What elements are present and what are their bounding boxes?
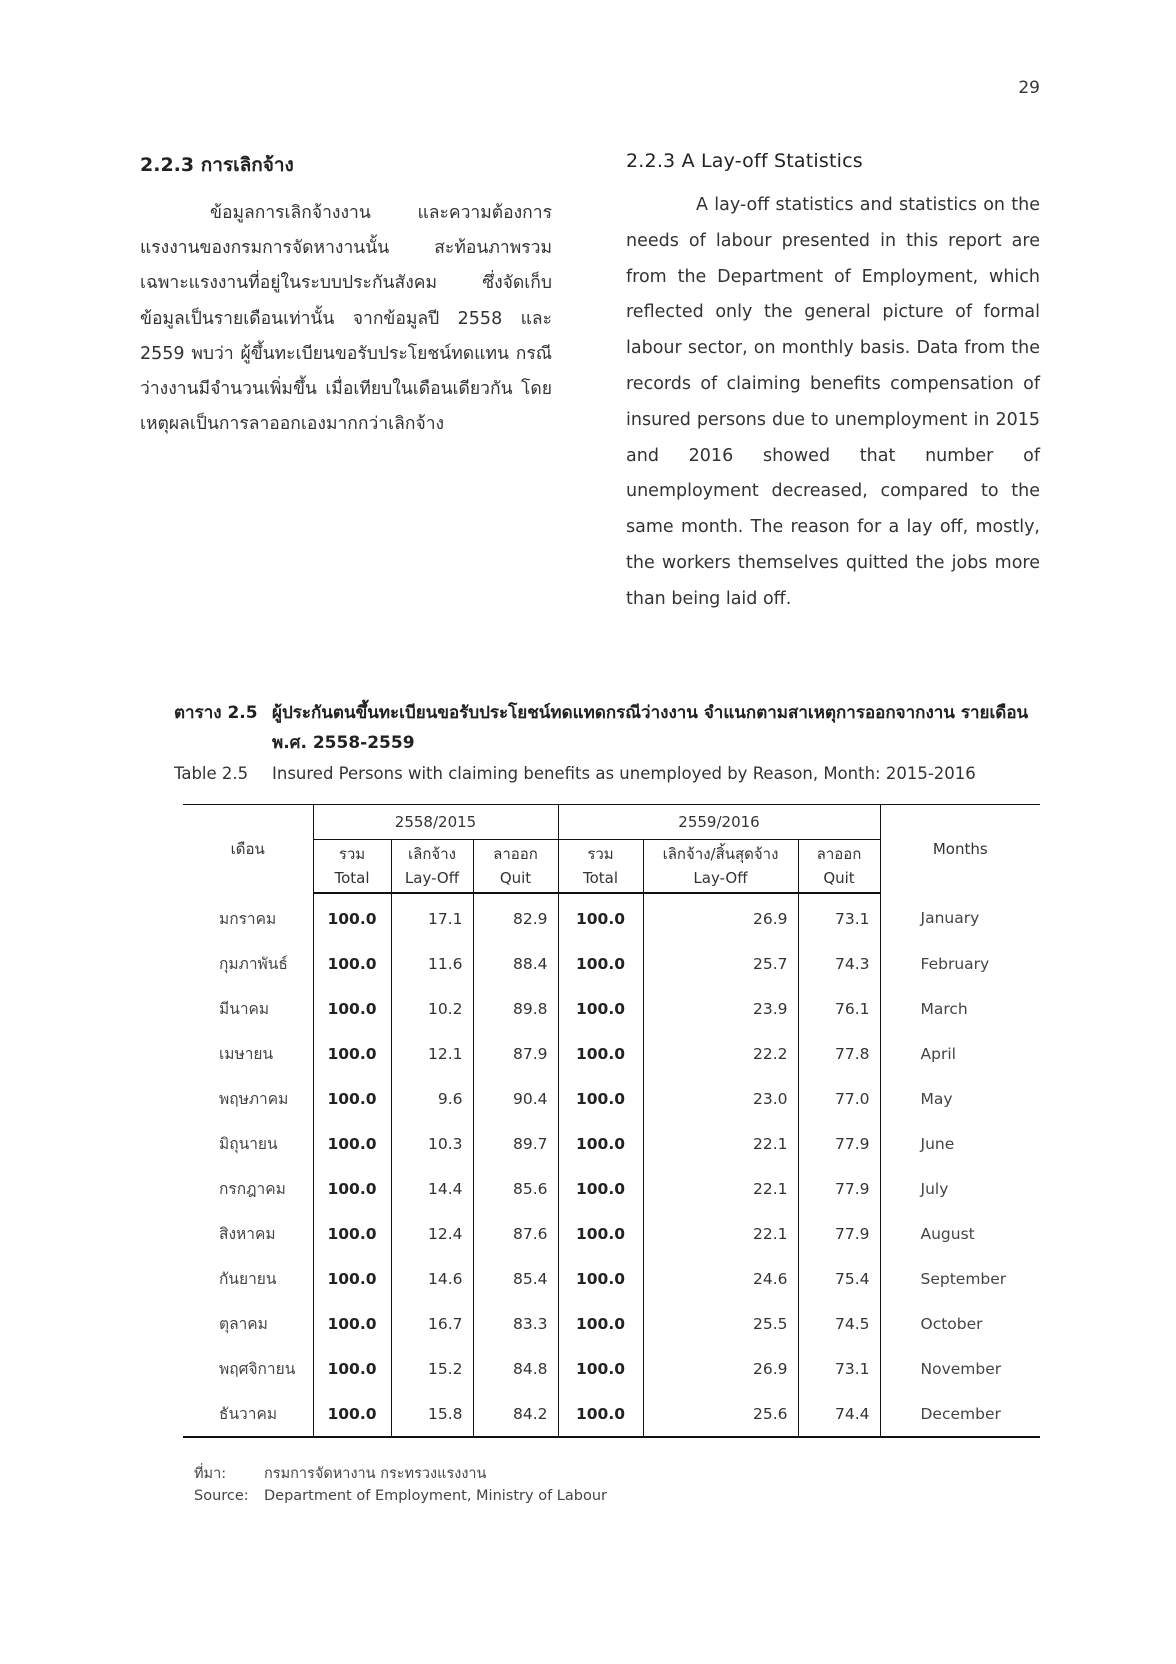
total-2016: 100.0: [558, 941, 643, 986]
layoff-2015: 15.8: [391, 1391, 473, 1437]
source-thai: [194, 1462, 486, 1485]
total-2015: 100.0: [313, 1346, 391, 1391]
header-layoff-2015-th: เลิกจ้าง: [408, 845, 456, 863]
table-row: [183, 1256, 1040, 1301]
layoff-table: [183, 804, 1040, 1438]
table-caption-thai-text: ผู้ประกันตนขึ้นทะเบียนขอรับประโยชน์ทดแทดกรณีว่างงาน จำแนกตามสาเหตุการออกจากงาน รายเดือน พ.ศ. 2558-2559: [272, 703, 1029, 753]
layoff-2016: 22.1: [643, 1121, 798, 1166]
month-thai: กันยายน: [219, 1270, 277, 1288]
total-2015: 100.0: [313, 1121, 391, 1166]
table-caption-thai: [174, 698, 1054, 758]
layoff-2015: 10.2: [391, 986, 473, 1031]
header-quit-2016-en: Quit: [823, 869, 855, 887]
layoff-2016: 22.1: [643, 1166, 798, 1211]
total-2015: 100.0: [313, 1031, 391, 1076]
month-thai: ธันวาคม: [183, 1391, 313, 1437]
table-caption-english: [174, 764, 1054, 783]
month-thai: พฤศจิกายน: [219, 1360, 296, 1378]
month-thai: สิงหาคม: [219, 1225, 276, 1243]
header-total-2016-en: Total: [582, 869, 619, 887]
header-total-2015-th: รวม: [338, 845, 366, 863]
quit-2016: 75.4: [798, 1256, 880, 1301]
quit-2016: 74.5: [798, 1301, 880, 1346]
total-2015: 100.0: [313, 986, 391, 1031]
table-row: [183, 1301, 1040, 1346]
quit-2015: 85.4: [473, 1256, 558, 1301]
total-2016: 100.0: [558, 1166, 643, 1211]
month-english: November: [880, 1346, 1040, 1391]
thai-section-heading: 2.2.3 การเลิกจ้าง: [140, 154, 294, 176]
quit-2016: 76.1: [798, 986, 880, 1031]
english-section: [626, 150, 1040, 618]
total-2015: 100.0: [313, 1301, 391, 1346]
table-caption-english-label: Table 2.5: [174, 764, 249, 783]
total-2015: 100.0: [313, 941, 391, 986]
month-english: April: [880, 1031, 1040, 1076]
total-2015: 100.0: [313, 893, 391, 941]
quit-2016: 77.9: [798, 1211, 880, 1256]
month-thai: เมษายน: [219, 1045, 274, 1063]
layoff-2015: 12.4: [391, 1211, 473, 1256]
source-english: [194, 1488, 607, 1504]
header-total-2016-th: รวม: [587, 845, 614, 863]
quit-2016: 77.9: [798, 1121, 880, 1166]
quit-2016: 77.9: [798, 1166, 880, 1211]
total-2016: 100.0: [558, 893, 643, 941]
header-quit-2015-th: ลาออก: [493, 845, 538, 863]
total-2016: 100.0: [558, 1256, 643, 1301]
header-month-thai: เดือน: [183, 805, 313, 894]
layoff-2015: 10.3: [391, 1121, 473, 1166]
layoff-2016: 23.0: [643, 1076, 798, 1121]
month-english: March: [880, 986, 1040, 1031]
table-row: [183, 941, 1040, 986]
layoff-2016: 26.9: [643, 1346, 798, 1391]
table-row: [183, 893, 1040, 941]
quit-2015: 88.4: [473, 941, 558, 986]
quit-2015: 83.3: [473, 1301, 558, 1346]
layoff-2016: 26.9: [643, 893, 798, 941]
layoff-2016: 25.5: [643, 1301, 798, 1346]
quit-2016: 74.4: [798, 1391, 880, 1437]
page-number: 29: [1018, 78, 1040, 98]
layoff-2016: 22.2: [643, 1031, 798, 1076]
quit-2016: 73.1: [798, 1346, 880, 1391]
thai-paragraph: ข้อมูลการเลิกจ้างงาน และความต้องการแรงงานของกรมการจัดหางานนั้น สะท้อนภาพรวมเฉพาะแรงงานที่อยู่ในระบบประกันสังคม ซึ่งจัดเก็บข้อมูลเป็นรายเดือนเท่านั้น จากข้อมูลปี 2558 และ 2559 พบว่า ผู้ขึ้นทะเบียนขอรับประโยชน์ทดแทน กรณีว่างงานมีจำนวนเพิ่มขึ้น เมื่อเทียบในเดือนเดียวกัน โดยเหตุผลเป็นการลาออกเองมากกว่าเลิกจ้าง: [140, 203, 552, 435]
table-row: [183, 1076, 1040, 1121]
table-caption-english-text: Insured Persons with claiming benefits as unemployed by Reason, Month: 2015-2016: [272, 764, 976, 783]
month-english: September: [880, 1256, 1040, 1301]
total-2015: 100.0: [313, 1211, 391, 1256]
layoff-2016: 22.1: [643, 1211, 798, 1256]
header-quit-2015-en: Quit: [499, 869, 532, 887]
source-english-label: Source:: [194, 1488, 249, 1504]
month-english: October: [880, 1301, 1040, 1346]
month-english: December: [880, 1391, 1040, 1437]
table-row: [183, 1211, 1040, 1256]
month-thai: กุมภาพันธ์: [219, 955, 288, 973]
month-english: August: [880, 1211, 1040, 1256]
header-layoff-2016: [643, 840, 798, 894]
quit-2015: 89.8: [473, 986, 558, 1031]
month-thai: กรกฎาคม: [219, 1180, 286, 1198]
header-group-2015: 2558/2015: [313, 805, 558, 840]
layoff-2016: 23.9: [643, 986, 798, 1031]
english-section-heading: 2.2.3 A Lay-off Statistics: [626, 150, 863, 172]
table-row: [183, 1031, 1040, 1076]
quit-2016: 73.1: [798, 893, 880, 941]
source-thai-text: กรมการจัดหางาน กระทรวงแรงงาน: [264, 1466, 487, 1482]
month-english: May: [880, 1076, 1040, 1121]
quit-2015: 89.7: [473, 1121, 558, 1166]
table-row: [183, 986, 1040, 1031]
quit-2015: 87.9: [473, 1031, 558, 1076]
layoff-2015: 14.4: [391, 1166, 473, 1211]
quit-2015: 85.6: [473, 1166, 558, 1211]
quit-2015: 84.8: [473, 1346, 558, 1391]
month-english: June: [880, 1121, 1040, 1166]
table-caption-thai-label: ตาราง 2.5: [174, 703, 258, 723]
layoff-2015: 16.7: [391, 1301, 473, 1346]
total-2015: 100.0: [313, 1391, 391, 1437]
header-total-2016: [558, 840, 643, 894]
layoff-2016: 25.7: [643, 941, 798, 986]
quit-2016: 77.8: [798, 1031, 880, 1076]
month-english: February: [880, 941, 1040, 986]
layoff-2015: 11.6: [391, 941, 473, 986]
table-row: [183, 1346, 1040, 1391]
month-thai: มิถุนายน: [219, 1135, 278, 1153]
quit-2016: 77.0: [798, 1076, 880, 1121]
total-2016: 100.0: [558, 1121, 643, 1166]
month-thai: พฤษภาคม: [219, 1090, 289, 1108]
month-thai: ตุลาคม: [219, 1315, 268, 1333]
total-2016: 100.0: [558, 986, 643, 1031]
header-quit-2016: [798, 840, 880, 894]
header-quit-2016-th: ลาออก: [816, 845, 862, 863]
header-layoff-2016-en: Lay-Off: [693, 869, 748, 887]
total-2016: 100.0: [558, 1031, 643, 1076]
header-quit-2015: [473, 840, 558, 894]
source-english-text: Department of Employment, Ministry of Labour: [264, 1488, 607, 1504]
header-group-2016: 2559/2016: [558, 805, 880, 840]
table-row: [183, 1391, 1040, 1437]
total-2015: 100.0: [313, 1166, 391, 1211]
month-english: July: [880, 1166, 1040, 1211]
english-paragraph: A lay-off statistics and statistics on the needs of labour presented in this report are from the Department of Employment, which reflected only the general picture of formal labour sector, on monthly basis. Data from the records of claiming benefits compensation of insured persons due to unemployment in 2015 and 2016 showed that number of unemployment decreased, compared to the same month. The reason for a lay off, mostly, the workers themselves quitted the jobs more than being laid off.: [626, 195, 1040, 609]
total-2016: 100.0: [558, 1346, 643, 1391]
total-2015: 100.0: [313, 1256, 391, 1301]
table-body: [183, 893, 1040, 1437]
header-layoff-2016-th: เลิกจ้าง/สิ้นสุดจ้าง: [662, 845, 779, 863]
total-2016: 100.0: [558, 1211, 643, 1256]
header-layoff-2015: [391, 840, 473, 894]
layoff-2016: 24.6: [643, 1256, 798, 1301]
layoff-2015: 9.6: [391, 1076, 473, 1121]
quit-2015: 82.9: [473, 893, 558, 941]
month-english: January: [880, 893, 1040, 941]
total-2016: 100.0: [558, 1391, 643, 1437]
header-month-english: Months: [880, 805, 1040, 894]
total-2016: 100.0: [558, 1076, 643, 1121]
total-2016: 100.0: [558, 1301, 643, 1346]
thai-section: [140, 150, 552, 442]
table-row: [183, 1166, 1040, 1211]
header-layoff-2015-en: Lay-Off: [404, 869, 460, 887]
layoff-2015: 17.1: [391, 893, 473, 941]
month-thai: มกราคม: [219, 909, 277, 928]
layoff-2015: 14.6: [391, 1256, 473, 1301]
layoff-2016: 25.6: [643, 1391, 798, 1437]
header-total-2015-en: Total: [334, 869, 370, 887]
table-row: [183, 1121, 1040, 1166]
quit-2015: 90.4: [473, 1076, 558, 1121]
month-thai: มีนาคม: [219, 1000, 270, 1018]
layoff-2015: 12.1: [391, 1031, 473, 1076]
source-thai-label: ที่มา:: [194, 1466, 227, 1482]
layoff-2015: 15.2: [391, 1346, 473, 1391]
quit-2016: 74.3: [798, 941, 880, 986]
quit-2015: 87.6: [473, 1211, 558, 1256]
quit-2015: 84.2: [473, 1391, 558, 1437]
header-total-2015: [313, 840, 391, 894]
total-2015: 100.0: [313, 1076, 391, 1121]
